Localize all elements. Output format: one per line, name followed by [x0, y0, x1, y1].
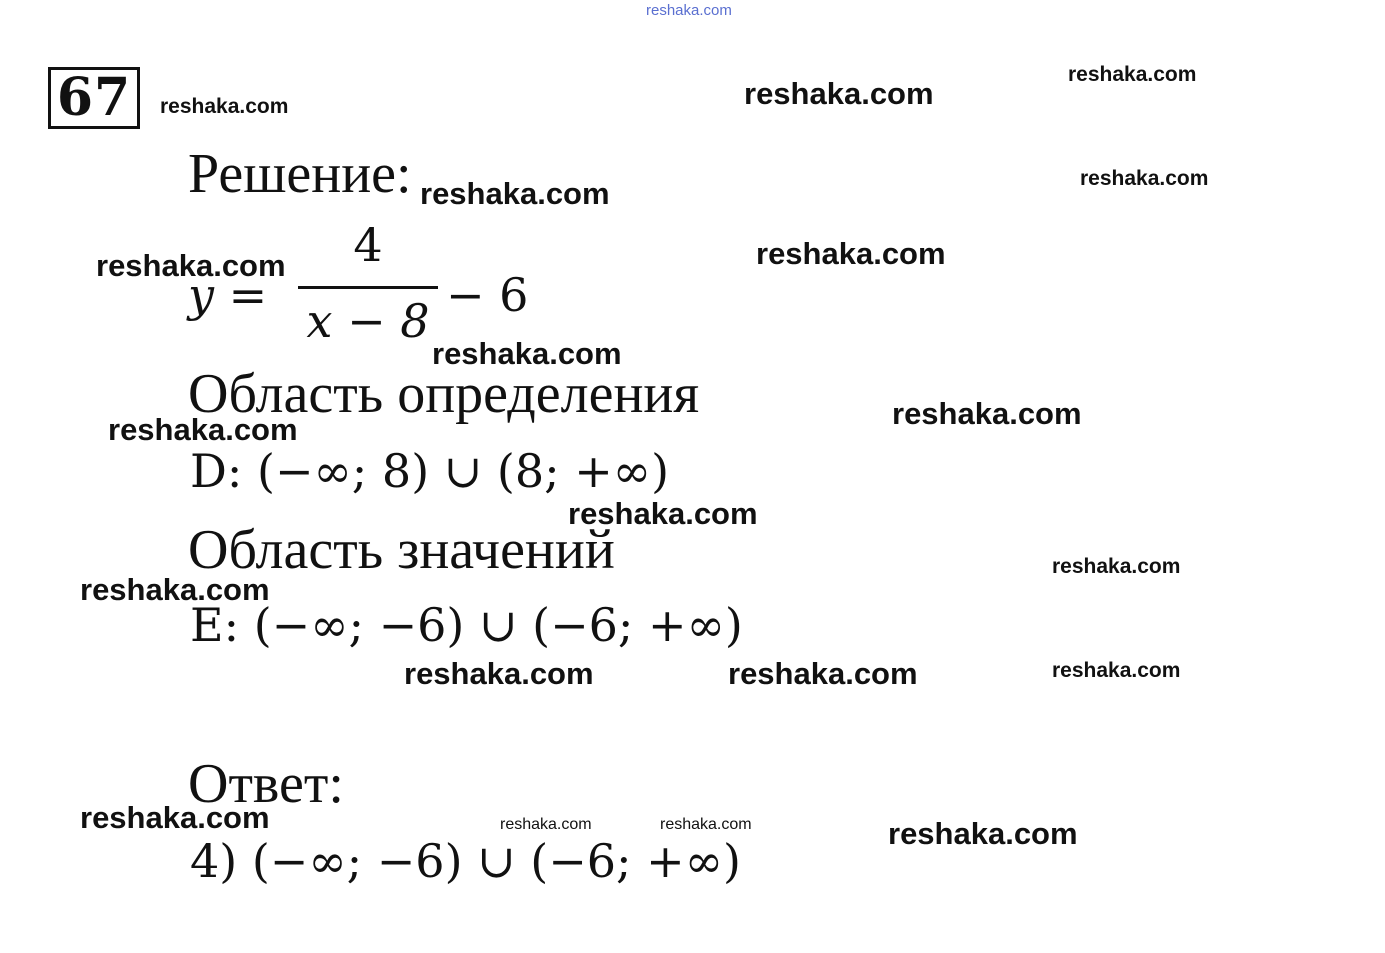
range-heading: Область значений: [188, 519, 615, 581]
watermark: reshaka.com: [80, 572, 270, 607]
answer-value: 4) (−∞; −6) ∪ (−6; +∞): [190, 834, 741, 888]
watermark: reshaka.com: [744, 76, 934, 111]
watermark: reshaka.com: [660, 816, 752, 833]
watermark: reshaka.com: [1080, 167, 1209, 190]
watermark: reshaka.com: [888, 816, 1078, 851]
watermark: reshaka.com: [96, 248, 286, 283]
watermark: reshaka.com: [80, 800, 270, 835]
fraction-bar: [298, 286, 438, 289]
domain-heading: Область определения: [188, 363, 700, 425]
watermark: reshaka.com: [892, 396, 1082, 431]
watermark: reshaka.com: [108, 412, 298, 447]
answer-heading: Ответ:: [188, 753, 344, 815]
watermark: reshaka.com: [756, 236, 946, 271]
watermark: reshaka.com: [420, 176, 610, 211]
formula-numerator: 4: [353, 218, 383, 272]
formula-lhs: y =: [188, 268, 268, 322]
solution-heading: Решение:: [188, 143, 412, 205]
formula-rhs: − 6: [446, 268, 529, 322]
watermark: reshaka.com: [404, 656, 594, 691]
formula-fraction: [298, 218, 438, 352]
watermark: reshaka.com: [1068, 63, 1197, 86]
watermark-top: reshaka.com: [646, 2, 732, 19]
problem-number: 67: [48, 67, 140, 129]
watermark: reshaka.com: [1052, 555, 1181, 578]
range-value: E: (−∞; −6) ∪ (−6; +∞): [190, 598, 743, 652]
watermark: reshaka.com: [500, 816, 592, 833]
watermark: reshaka.com: [568, 496, 758, 531]
formula-denominator: x − 8: [306, 294, 430, 348]
watermark: reshaka.com: [160, 95, 289, 118]
domain-value: D: (−∞; 8) ∪ (8; +∞): [190, 444, 670, 498]
watermark: reshaka.com: [728, 656, 918, 691]
watermark: reshaka.com: [432, 336, 622, 371]
watermark: reshaka.com: [1052, 659, 1181, 682]
